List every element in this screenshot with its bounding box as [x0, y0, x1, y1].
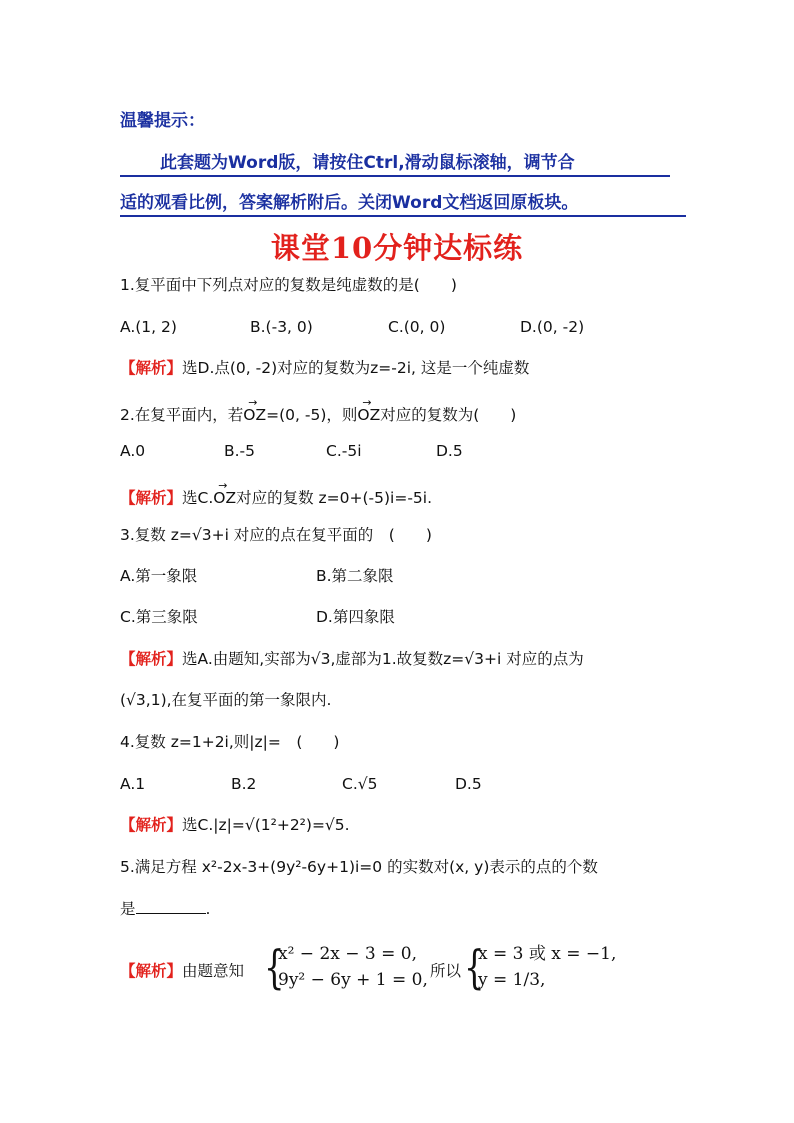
q2-analysis-prefix: 选C.: [182, 489, 214, 507]
tip-line-1: 此套题为Word版，请按住Ctrl,滑动鼠标滚轴，调节合: [120, 148, 670, 177]
equation-system-1: [278, 941, 428, 993]
q4-option-a: A.1: [120, 775, 146, 793]
q3-option-c: C.第三象限: [120, 608, 198, 626]
q4-analysis-text: 选C.|z|=√(1²+2²)=√5.: [182, 816, 350, 834]
q2-stem-mid: =(0, -5)，则: [266, 406, 358, 424]
q1-option-a: A.(1, 2): [120, 318, 177, 336]
q1-option-c: C.(0, 0): [388, 318, 446, 336]
left-brace-2: {: [464, 940, 485, 994]
tip-line-2: 适的观看比例，答案解析附后。关闭Word文档返回原板块。: [120, 188, 686, 217]
q2-analysis-suffix: 对应的复数 z=0+(-5)i=-5i.: [236, 489, 433, 507]
q2-stem: [120, 404, 516, 426]
q3-analysis-line-2: (√3,1),在复平面的第一象限内.: [120, 691, 332, 709]
page-title: 课堂10分钟达标练: [270, 231, 524, 265]
q1-analysis-text: 选D.点(0, -2)对应的复数为z=-2i, 这是一个纯虚数: [182, 359, 530, 377]
q3-analysis-line-1: [120, 648, 584, 670]
q3-analysis-text: 选A.由题知,实部为√3,虚部为1.故复数z=√3+i 对应的点为: [182, 650, 584, 668]
q3-stem: 3.复数 z=√3+i 对应的点在复平面的 ( ): [120, 526, 432, 544]
q4-option-c: C.√5: [342, 775, 378, 793]
q2-stem-suffix: 对应的复数为( ): [380, 406, 517, 424]
solution-2: y = 1/3,: [478, 970, 546, 990]
vector-oz: → OZ: [213, 487, 236, 509]
analysis-tag: 【解析】: [120, 816, 183, 834]
q2-option-a: A.0: [120, 442, 146, 460]
vector-oz: → OZ: [357, 404, 380, 426]
q4-analysis: [120, 814, 350, 836]
q5-stem-prefix: 是: [120, 900, 136, 918]
q5-analysis-lead: 由题意知: [182, 962, 245, 980]
tip-label: 温馨提示：: [120, 111, 205, 131]
q2-analysis: [120, 487, 432, 509]
q2-option-b: B.-5: [224, 442, 256, 460]
q5-stem-line-1: 5.满足方程 x²-2x-3+(9y²-6y+1)i=0 的实数对(x, y)表示的点的个数: [120, 858, 598, 876]
q5-analysis: [120, 960, 244, 982]
equation-2: 9y² − 6y + 1 = 0,: [278, 970, 428, 990]
q4-option-d: D.5: [455, 775, 482, 793]
analysis-tag: 【解析】: [120, 962, 183, 980]
q2-option-c: C.-5i: [326, 442, 362, 460]
q4-option-b: B.2: [231, 775, 257, 793]
q1-option-d: D.(0, -2): [520, 318, 585, 336]
equation-1: x² − 2x − 3 = 0,: [278, 944, 417, 964]
q3-option-b: B.第二象限: [316, 567, 394, 585]
q4-stem: 4.复数 z=1+2i,则|z|= ( ): [120, 733, 340, 751]
q1-stem: 1.复平面中下列点对应的复数是纯虚数的是( ): [120, 276, 457, 294]
q3-option-d: D.第四象限: [316, 608, 395, 626]
q3-option-a: A.第一象限: [120, 567, 198, 585]
analysis-tag: 【解析】: [120, 359, 183, 377]
q5-stem-line-2: [120, 898, 210, 920]
q2-option-d: D.5: [436, 442, 463, 460]
q1-option-b: B.(-3, 0): [250, 318, 313, 336]
q5-stem-suffix: .: [205, 900, 211, 918]
left-brace-1: {: [264, 940, 285, 994]
equation-system-2: [478, 941, 616, 993]
analysis-tag: 【解析】: [120, 489, 183, 507]
solution-1: x = 3 或 x = −1,: [478, 944, 617, 964]
analysis-tag: 【解析】: [120, 650, 183, 668]
q2-stem-prefix: 2.在复平面内，若: [120, 406, 244, 424]
answer-blank: [136, 899, 206, 914]
vector-oz: → OZ: [243, 404, 266, 426]
q5-connector: 所以: [430, 962, 462, 980]
q1-analysis: [120, 357, 529, 379]
